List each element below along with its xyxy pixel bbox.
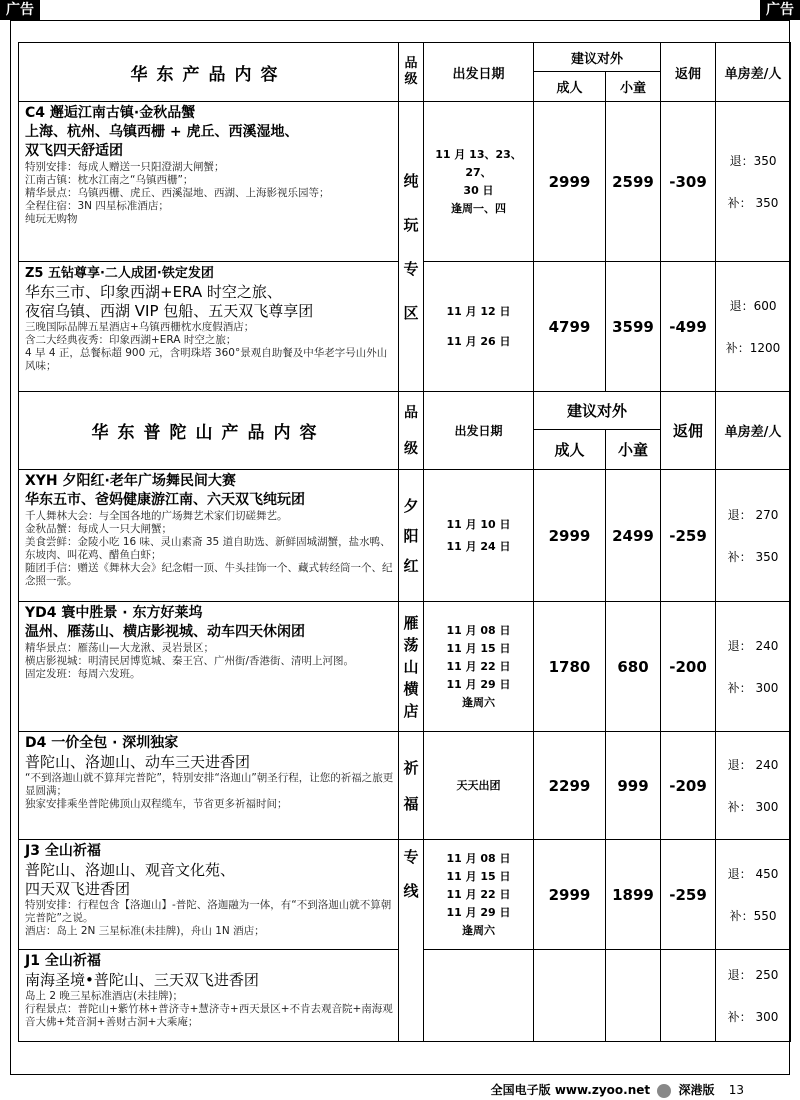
d4-adult-price: 2299 [534, 732, 606, 840]
tour-row-j3 [19, 840, 791, 950]
grade-char: 阳 [403, 526, 419, 545]
yd4-child-price: 680 [606, 602, 661, 732]
j1-desc [19, 950, 399, 1042]
logo-icon [657, 1084, 671, 1098]
grade-char: 福 [403, 794, 419, 813]
c4-supp: 补： 350 [727, 195, 779, 210]
z5-dates [424, 262, 534, 392]
grade-cell-pure [399, 102, 424, 392]
j1-child-price [606, 950, 661, 1042]
j3-route2: 四天双飞进香团 [25, 880, 131, 898]
grade-char: 横 [403, 679, 419, 698]
xyh-desc [19, 470, 399, 602]
c4-child-price: 2599 [606, 102, 661, 262]
section2-title: 华东普陀山产品内容 [19, 392, 399, 470]
grade-header-char: 品 [404, 404, 418, 421]
tour-row-xyh [19, 470, 791, 602]
c4-desc [19, 102, 399, 262]
date-header-2: 出发日期 [424, 392, 534, 470]
d4-single [716, 732, 791, 840]
z5-route2: 夜宿乌镇、西湖 VIP 包船、五天双飞尊享团 [25, 302, 314, 320]
z5-refund: 退：600 [729, 298, 777, 313]
j1-note2: 行程景点：普陀山+紫竹林+普济寺+慧济寺+西天景区+不肯去观音院+南海观音大佛+梵音洞+善财古洞+大乘庵； [25, 1003, 393, 1028]
yd4-date-line: 逢周六 [462, 695, 495, 709]
grade-char: 山 [403, 657, 419, 676]
j3-note2: 酒店：岛上 2N 三星标准(未挂牌)，舟山 1N 酒店； [25, 925, 265, 937]
j3-route1: 普陀山、洛迦山、观音文化苑、 [25, 861, 236, 879]
j3-child-price: 1899 [606, 840, 661, 950]
yd4-date-line: 11 月 15 日 [446, 641, 511, 655]
footer-site: 全国电子版 www.zyoo.net [490, 1083, 651, 1097]
price-header: 建议对外 [534, 43, 661, 72]
yd4-adult-price: 1780 [534, 602, 606, 732]
yd4-date-line: 11 月 29 日 [446, 677, 511, 691]
rebate-header-2: 返佣 [661, 392, 716, 470]
j1-single [716, 950, 791, 1042]
c4-note4: 全程住宿：3N 四星标准酒店； [25, 200, 169, 212]
z5-child-price: 3599 [606, 262, 661, 392]
d4-dates [424, 732, 534, 840]
grade-char: 专 [403, 259, 419, 278]
xyh-adult-price: 2999 [534, 470, 606, 602]
child-header: 小童 [606, 72, 661, 102]
d4-desc [19, 732, 399, 840]
j1-refund: 退： 250 [727, 967, 779, 982]
xyh-note3: 美食尝鲜：金陵小吃 16 味、灵山素斋 35 道自助选、新鲜固城湖蟹，盐水鸭、东坡肉、叫花鸡、醋鱼白虾； [25, 536, 391, 561]
xyh-supp: 补： 350 [727, 549, 779, 564]
j3-code: J3 全山祈福 [25, 843, 101, 859]
d4-grade [399, 732, 424, 840]
tour-row-c4 [19, 102, 791, 262]
c4-dates [424, 102, 534, 262]
j1-supp: 补： 300 [727, 1009, 779, 1024]
j3-date-line: 11 月 29 日 [446, 905, 511, 919]
grade-char: 玩 [403, 215, 419, 234]
j3-desc [19, 840, 399, 950]
z5-desc [19, 262, 399, 392]
c4-note3: 精华景点：乌镇西栅、虎丘、西溪湿地、西湖、上海影视乐园等； [25, 187, 330, 199]
grade-char: 红 [403, 556, 419, 575]
j3-supp: 补：550 [729, 908, 777, 923]
j3-dates [424, 840, 534, 950]
d4-note1: “不到洛迦山就不算拜完普陀”，特别安排“洛迦山”朝圣行程，让您的祈福之旅更显圆满； [25, 772, 394, 797]
j1-code: J1 全山祈福 [25, 953, 101, 969]
c4-note1: 特别安排：每成人赠送一只阳澄湖大闸蟹； [25, 161, 225, 173]
j3-date-line: 11 月 08 日 [446, 851, 511, 865]
d4-rebate: -209 [661, 732, 716, 840]
j3-rebate: -259 [661, 840, 716, 950]
xyh-code: XYH 夕阳红·老年广场舞民间大赛 [25, 473, 236, 489]
xyh-note1: 千人舞林大会：与全国各地的广场舞艺术家们切磋舞艺。 [25, 510, 288, 522]
grade-char: 店 [403, 701, 419, 720]
j3-date-line: 逢周六 [462, 923, 495, 937]
yd4-code: YD4 寰中胜景 · 东方好莱坞 [25, 605, 203, 621]
ad-label-right: 广告 [760, 0, 800, 20]
single-header: 单房差/人 [716, 43, 791, 102]
child-header-2: 小童 [606, 430, 661, 470]
price-header-2: 建议对外 [534, 392, 661, 430]
d4-note2: 独家安排乘坐普陀佛顶山双程缆车，节省更多祈福时间； [25, 798, 288, 810]
xyh-route1: 华东五市、爸妈健康游江南、六天双飞纯玩团 [25, 492, 305, 508]
j3-refund: 退： 450 [727, 866, 779, 881]
d4-route1: 普陀山、洛迦山、动车三天进香团 [25, 753, 251, 771]
j1-rebate [661, 950, 716, 1042]
single-header-2: 单房差/人 [716, 392, 791, 470]
yd4-grade [399, 602, 424, 732]
yd4-note3: 固定发班：每周六发班。 [25, 668, 141, 680]
yd4-date-line: 11 月 08 日 [446, 623, 511, 637]
tour-row-yd4 [19, 602, 791, 732]
xyh-date-line: 11 月 10 日 [446, 517, 511, 531]
section1-title: 华东产品内容 [19, 43, 399, 102]
footer [491, 1081, 744, 1098]
tour-table [18, 42, 791, 1042]
rebate-header: 返佣 [661, 43, 716, 102]
c4-date-line: 11 月 13、23、27、 [435, 147, 522, 179]
grade-char: 雁 [403, 613, 419, 632]
yd4-desc [19, 602, 399, 732]
d4-date-line: 天天出团 [456, 778, 501, 792]
ad-label-left: 广告 [0, 0, 40, 20]
grade-char: 线 [403, 882, 419, 900]
j3-date-line: 11 月 22 日 [446, 887, 511, 901]
c4-code: C4 邂逅江南古镇·金秋品蟹 [25, 105, 196, 121]
xyh-note4: 随团手信：赠送《舞林大会》纪念帽一顶、牛头挂饰一个、藏式转经筒一个、纪念照一张。 [25, 562, 393, 587]
z5-rebate: -499 [661, 262, 716, 392]
j1-adult-price [534, 950, 606, 1042]
z5-adult-price: 4799 [534, 262, 606, 392]
yd4-dates [424, 602, 534, 732]
j3-single [716, 840, 791, 950]
z5-note3: 4 早 4 正，总餐标超 900 元，含明珠塔 360°景观自助餐及中华老字号山外山风味； [25, 347, 388, 372]
xyh-grade [399, 470, 424, 602]
c4-adult-price: 2999 [534, 102, 606, 262]
grade-char: 专 [403, 848, 419, 866]
z5-note1: 三晚国际品牌五星酒店+乌镇西栅枕水度假酒店； [25, 321, 255, 333]
j1-route1: 南海圣境•普陀山、三天双飞进香团 [25, 971, 259, 989]
grade-header-2 [399, 392, 424, 470]
c4-route1: 上海、杭州、乌镇西栅 + 虎丘、西溪湿地、 [25, 124, 299, 140]
yd4-route1: 温州、雁荡山、横店影视城、动车四天休闲团 [25, 624, 305, 640]
z5-supp: 补：1200 [725, 340, 781, 355]
yd4-single [716, 602, 791, 732]
c4-note2: 江南古镇：枕水江南之“乌镇西栅”； [25, 174, 194, 186]
grade-char: 荡 [403, 635, 419, 654]
tour-row-d4 [19, 732, 791, 840]
d4-child-price: 999 [606, 732, 661, 840]
page-number: 13 [728, 1083, 744, 1097]
c4-single [716, 102, 791, 262]
d4-refund: 退： 240 [727, 757, 779, 772]
d4-supp: 补： 300 [727, 799, 779, 814]
j3-note1: 特别安排：行程包含【洛迦山】-普陀、洛迦融为一体，有“不到洛迦山就不算朝完普陀”之说。 [25, 899, 392, 924]
adult-header: 成人 [534, 72, 606, 102]
c4-rebate: -309 [661, 102, 716, 262]
grade-char: 夕 [403, 496, 419, 515]
z5-note2: 含二大经典夜秀：印象西湖+ERA 时空之旅； [25, 334, 237, 346]
z5-date-line: 11 月 12 日 [446, 304, 511, 318]
yd4-refund: 退： 240 [727, 638, 779, 653]
z5-code: Z5 五钻尊享·二人成团·铁定发团 [25, 266, 214, 281]
xyh-refund: 退： 270 [727, 507, 779, 522]
j3-grade [399, 840, 424, 1042]
date-header: 出发日期 [424, 43, 534, 102]
z5-route1: 华东三市、印象西湖+ERA 时空之旅、 [25, 283, 282, 301]
c4-refund: 退：350 [729, 153, 777, 168]
j1-dates [424, 950, 534, 1042]
j3-date-line: 11 月 15 日 [446, 869, 511, 883]
c4-route2: 双飞四天舒适团 [25, 143, 123, 159]
yd4-note2: 横店影视城：明清民居博览城、秦王宫、广州街/香港街、清明上河图。 [25, 655, 355, 667]
xyh-note2: 金秋品蟹：每成人一只大闸蟹； [25, 523, 172, 535]
xyh-rebate: -259 [661, 470, 716, 602]
j1-note1: 岛上 2 晚三星标准酒店(未挂牌)； [25, 990, 184, 1002]
yd4-note1: 精华景点：雁荡山—大龙湫、灵岩景区； [25, 642, 214, 654]
xyh-child-price: 2499 [606, 470, 661, 602]
grade-char: 区 [403, 303, 419, 322]
yd4-rebate: -200 [661, 602, 716, 732]
c4-date-line: 30 日 [463, 183, 494, 197]
xyh-date-line: 11 月 24 日 [446, 539, 511, 553]
yd4-date-line: 11 月 22 日 [446, 659, 511, 673]
yd4-supp: 补： 300 [727, 680, 779, 695]
xyh-single [716, 470, 791, 602]
grade-char: 纯 [403, 171, 419, 190]
z5-date-line: 11 月 26 日 [446, 334, 511, 348]
c4-date-line: 逢周一、四 [451, 201, 506, 215]
grade-header: 品级 [399, 43, 424, 102]
j3-adult-price: 2999 [534, 840, 606, 950]
grade-header-char: 级 [404, 440, 418, 457]
grade-char: 祈 [403, 758, 419, 777]
c4-note5: 纯玩无购物 [25, 213, 78, 225]
d4-code: D4 一价全包 · 深圳独家 [25, 735, 179, 751]
adult-header-2: 成人 [534, 430, 606, 470]
xyh-dates [424, 470, 534, 602]
footer-edition: 深港版 [678, 1083, 715, 1097]
z5-single [716, 262, 791, 392]
